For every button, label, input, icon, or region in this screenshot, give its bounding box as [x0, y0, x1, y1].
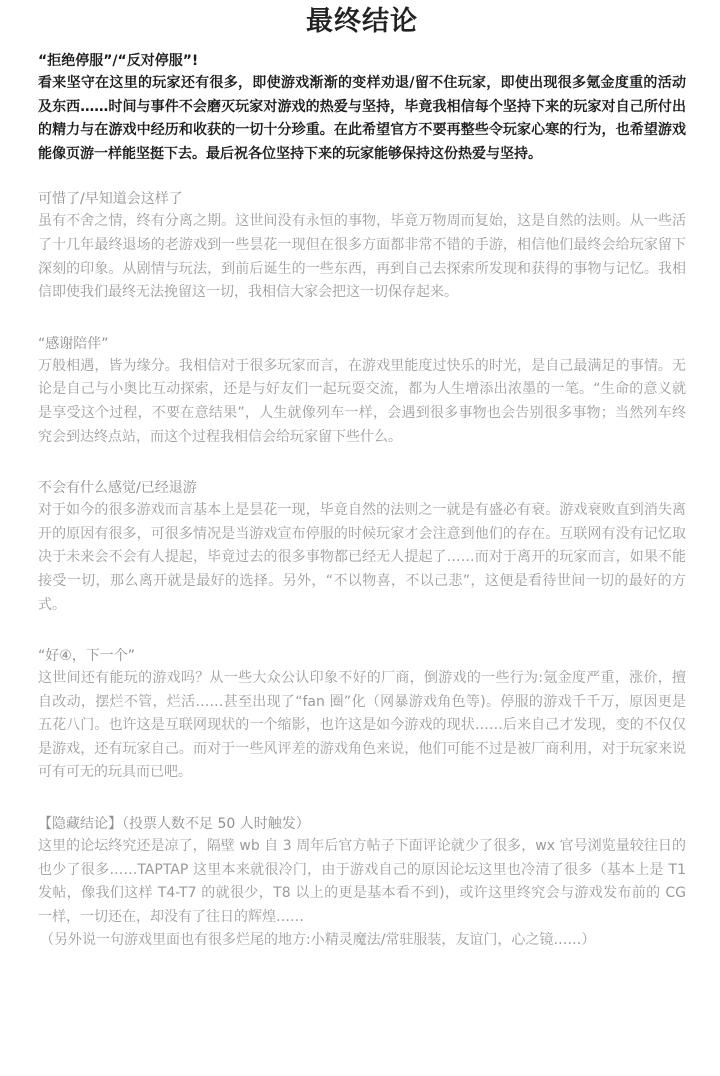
section-heading: “拒绝停服”/“反对停服”!: [38, 53, 199, 69]
section-refuse-shutdown: [38, 50, 686, 166]
section-spacer: [38, 449, 686, 477]
section-heading: “感谢陪伴”: [38, 335, 109, 352]
section-body: 这里的论坛终究还是凉了，隔壁 wb 自 3 周年后官方帖子下面评论就少了很多，wx 官号浏览量较往日的也少了很多……TAPTAP 这里本来就很冷门，由于游戏自己的原因论坛这里也冷清了很多（基本上是 T1 发帖，像我们这样 T4-T7 的就很少，T8 以上的更是基本看不到)，或许这里终究会与游戏发布前的 CG 一样，一切还在，却没有了往日的辉煌……: [38, 838, 686, 925]
section-heading: 可惜了/早知道会这样了: [38, 191, 183, 208]
section-no-feeling: [38, 477, 686, 617]
section-hidden-conclusion: [38, 813, 686, 953]
section-spacer: [38, 305, 686, 333]
section-note: （另外说一句游戏里面也有很多烂尾的地方:小精灵魔法/常驻服装，友谊门，心之镜……）: [40, 932, 596, 949]
section-pity: [38, 188, 686, 304]
section-next-one: [38, 645, 686, 785]
section-body: 虽有不舍之情，终有分离之期。这世间没有永恒的事物，毕竟万物周而复始，这是自然的法则。从一些活了十几年最终退场的老游戏到一些昙花一现但在很多方面都非常不错的手游，相信他们最终会给玩家留下深刻的印象。从剧情与玩法，到前后诞生的一些东西，再到自己去探索所发现和获得的事物与记忆。我相信即使我们最终无法挽留这一切，我相信大家会把这一切保存起来。: [38, 213, 686, 301]
section-heading: “好④，下一个”: [38, 648, 136, 665]
section-heading: 不会有什么感觉/已经退游: [38, 480, 197, 497]
section-body: 万般相遇，皆为缘分。我相信对于很多玩家而言，在游戏里能度过快乐的时光，是自己最满足的事情。无论是自己与小奥比互动探索，还是与好友们一起玩耍交流，都为人生增添出浓墨的一笔。“生命的意义就是享受这个过程，不要在意结果”，人生就像列车一样，会遇到很多事物也会告别很多事物；当然列车终究会到达终点站，而这个过程我相信会给玩家留下些什么。: [38, 357, 686, 445]
section-thanks: [38, 333, 686, 449]
section-spacer: [38, 785, 686, 813]
section-spacer: [38, 617, 686, 645]
section-spacer: [38, 166, 686, 188]
page-title: 最终结论: [306, 6, 418, 37]
section-body: 看来坚守在这里的玩家还有很多，即使游戏渐渐的变样劝退/留不住玩家，即使出现很多氪金度重的活动及东西……时间与事件不会磨灭玩家对游戏的热爱与坚持，毕竟我相信每个坚持下来的玩家对自己所付出的精力与在游戏中经历和收获的一切十分珍重。在此希望官方不要再整些令玩家心寒的行为，也希望游戏能像页游一样能坚挺下去。最后祝各位坚持下来的玩家能够保持这份热爱与坚持。: [38, 75, 686, 162]
section-body: 对于如今的很多游戏而言基本上是昙花一现，毕竟自然的法则之一就是有盛必有衰。游戏衰败直到消失离开的原因有很多，可很多情况是当游戏宣布停服的时候玩家才会注意到他们的存在。互联网有没有记忆取决于未来会不会有人提起，毕竟过去的很多事物都已经无人提起了……而对于离开的玩家而言，如果不能接受一切，那么离开就是最好的选择。另外，“不以物喜，不以己悲”，这便是看待世间一切的最好的方式。: [38, 502, 686, 613]
section-heading: 【隐藏结论】（投票人数不足 50 人时触发）: [38, 816, 310, 833]
section-body: 这世间还有能玩的游戏吗？从一些大众公认印象不好的厂商，倒游戏的一些行为:氪金度严重，涨价，擅自改动，摆烂不管，烂活……甚至出现了“fan 圈”化（网暴游戏角色等)。停服的游戏千千万，原因更是五花八门。也许这是互联网现状的一个缩影，也许这是如今游戏的现状……后来自己才发现，变的不仅仅是游戏，还有玩家自己。而对于一些风评差的游戏角色来说，他们可能不过是被厂商利用，对于玩家来说可有可无的玩具而已吧。: [38, 670, 686, 781]
